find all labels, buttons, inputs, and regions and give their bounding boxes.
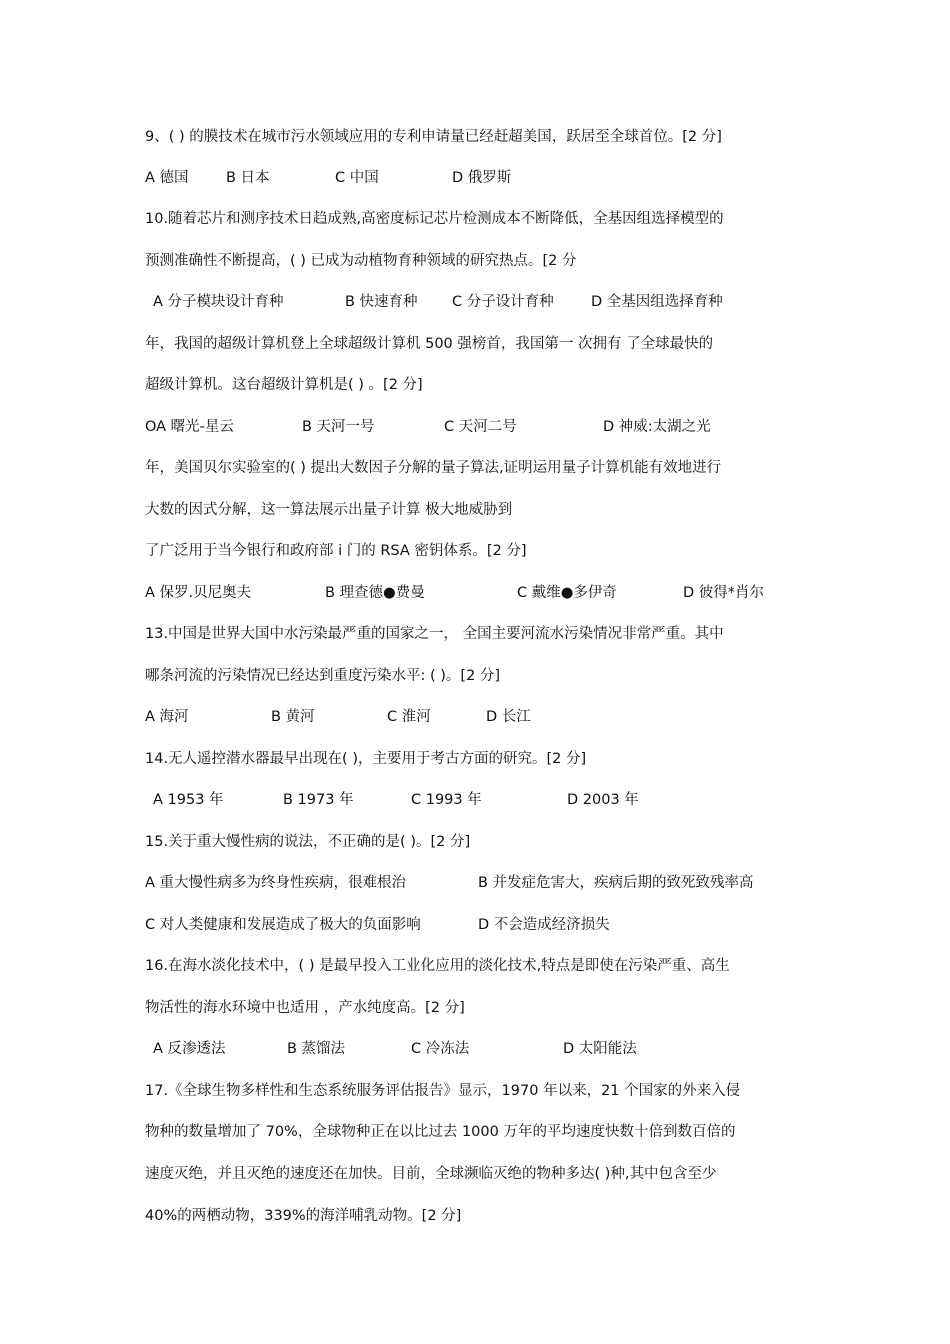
question-stem-line: 物活性的海水环境中也适用 ，产水纯度高。[2 分] [145,1000,465,1016]
option-b: B 黄河 [271,709,315,725]
question-stem-line: 15.关于重大慢性病的说法，不正确的是( )。[2 分] [145,834,471,850]
option-c: C 天河二号 [444,419,517,435]
option-c: C 冷冻法 [411,1041,470,1057]
option-a: A 1953 年 [153,792,224,808]
option-d: D 俄罗斯 [452,170,512,186]
option-d: D 神威:太湖之光 [603,419,711,435]
option-b: B 并发症危害大，疾病后期的致死致残率高 [478,875,754,891]
question-stem-line: 了广泛用于当今银行和政府部 i 门的 RSA 密钥体系。[2 分] [145,543,527,559]
option-d: D 全基因组选择育种 [591,294,723,310]
question-stem-line: 年，我国的超级计算机登上全球超级计算机 500 强榜首，我国第一 次拥有 了全球最快的 [145,336,714,352]
option-c: C 对人类健康和发展造成了极大的负面影响 [145,917,421,933]
option-a: A 重大慢性病多为终身性疾病，很难根治 [145,875,407,891]
option-a: A 分子模块设计育种 [153,294,284,310]
question-stem-line: 17.《全球生物多样性和生态系统服务评估报告》显示，1970 年以来，21 个国家的外来入侵 [145,1083,741,1099]
option-b: B 日本 [226,170,270,186]
question-stem-line: 10.随着芯片和测序技术日趋成熟,高密度标记芯片检测成本不断降低，全基因组选择模型的 [145,211,724,227]
question-stem-line: 哪条河流的污染情况已经达到重度污染水平: ( )。[2 分] [145,668,501,684]
question-stem-line: 预测准确性不断提高，( ) 已成为动植物育种领域的研究热点。[2 分 [145,253,577,269]
option-d: D 彼得*肖尔 [683,585,765,601]
option-c: C 1993 年 [411,792,482,808]
question-stem: 9、( ) 的膜技术在城市污水领域应用的专利申请量已经赶超美国，跃居至全球首位。[2 分] [145,129,722,145]
question-stem-line: 13.中国是世界大国中水污染最严重的国家之一， 全国主要河流水污染情况非常严重。其中 [145,626,724,642]
option-d: D 太阳能法 [563,1041,637,1057]
question-stem-line: 大数的因式分解，这一算法展示出量子计算 极大地威胁到 [145,502,513,518]
option-b: B 1973 年 [283,792,354,808]
option-c: C 分子设计育种 [452,294,554,310]
option-d: D 长江 [486,709,531,725]
question-stem-line: 年，美国贝尔实验室的( ) 提出大数因子分解的量子算法,证明运用量子计算机能有效地进行 [145,460,722,476]
question-stem-line: 14.无人遥控潜水器最早出现在( )，主要用于考古方面的研究。[2 分] [145,751,587,767]
option-a: A 德国 [145,170,189,186]
option-b: B 快速育种 [345,294,418,310]
question-stem-line: 16.在海水淡化技术中，( ) 是最早投入工业化应用的淡化技术,特点是即使在污染严重、高生 [145,958,730,974]
question-stem-line: 40%的两栖动物，339%的海洋哺乳动物。[2 分] [145,1208,462,1224]
question-stem-line: 速度灭绝，并且灭绝的速度还在加快。目前，全球濒临灭绝的物种多达( )种,其中包含至少 [145,1166,717,1182]
option-a: OA 曙光-星云 [145,419,234,435]
question-stem-line: 物种的数量增加了 70%，全球物种正在以比过去 1000 万年的平均速度快数十倍到数百倍的 [145,1124,736,1140]
option-b: B 天河一号 [302,419,375,435]
option-c: C 淮河 [387,709,431,725]
option-d: D 2003 年 [567,792,639,808]
option-b: B 理查德●费曼 [325,585,425,601]
option-d: D 不会造成经济损失 [478,917,610,933]
option-a: A 反渗透法 [153,1041,226,1057]
option-c: C 戴维●多伊奇 [517,585,617,601]
question-stem-line: 超级计算机。这台超级计算机是( ) 。[2 分] [145,377,423,393]
option-c: C 中国 [335,170,379,186]
option-a: A 海河 [145,709,189,725]
option-b: B 蒸馏法 [287,1041,346,1057]
option-a: A 保罗.贝尼奥夫 [145,585,252,601]
